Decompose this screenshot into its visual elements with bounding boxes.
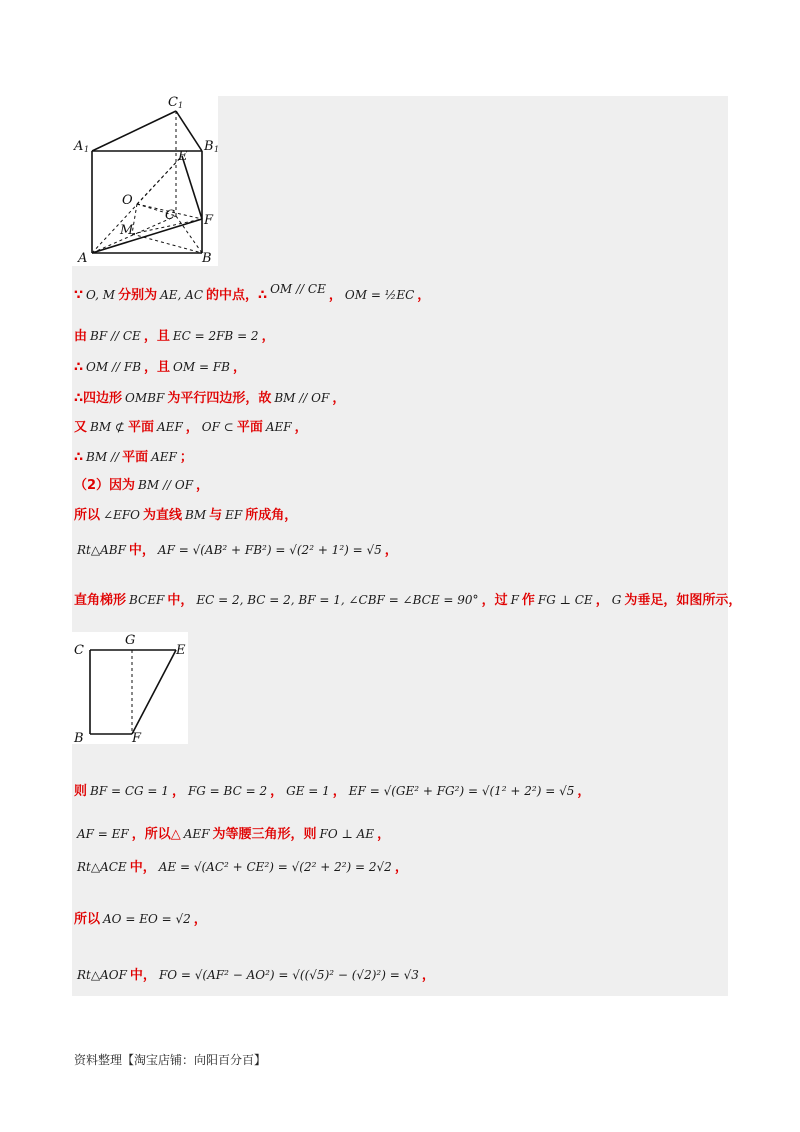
label-C1: C <box>168 95 178 110</box>
text-run: ， <box>193 912 207 927</box>
text-run: ，所以△ <box>131 827 181 842</box>
text-run: ， <box>595 593 609 608</box>
text-run: ， <box>171 784 185 799</box>
math-run: OM // CE <box>270 282 326 296</box>
label-A: A <box>78 251 88 266</box>
solution-line <box>74 910 207 929</box>
text-run: ∴四边形 <box>74 391 123 406</box>
text-run: ， <box>261 329 275 344</box>
label-E: E <box>178 149 188 164</box>
text-run: ， <box>417 288 431 303</box>
math-run: AE, AC <box>160 288 204 302</box>
math-run: OM // FB <box>86 360 142 374</box>
text-run: ， <box>384 543 398 558</box>
math-run: AEF <box>157 420 183 434</box>
math-run: AE = √(AC² + CE²) = √(2² + 2²) = 2√2 <box>158 860 392 874</box>
text-run: ， <box>294 420 308 435</box>
text-run: 与 <box>209 508 223 523</box>
solution-line <box>74 358 246 377</box>
text-run: 中， <box>129 968 156 983</box>
text-run: ， <box>233 360 247 375</box>
solution-line <box>74 825 390 844</box>
math-run: O, M <box>86 288 116 302</box>
math-run: BM ⊄ <box>90 420 125 434</box>
label-A1-sub: 1 <box>84 145 90 154</box>
math-run: OF ⊂ <box>201 420 234 434</box>
solution-line <box>74 858 408 877</box>
label-B: B <box>74 731 84 746</box>
text-run: 的中点，∴ <box>206 288 268 303</box>
text-run: ∴ <box>74 360 84 375</box>
math-run: BM // OF <box>138 478 194 492</box>
text-run: 则 <box>74 784 88 799</box>
math-run: FG = BC = 2 <box>187 784 268 798</box>
text-run: 直角梯形 <box>74 593 127 608</box>
solution-line <box>74 418 308 437</box>
label-C1-sub: 1 <box>178 101 184 110</box>
text-run: 由 <box>74 329 88 344</box>
text-run: 作 <box>521 593 535 608</box>
text-run: 为平行四边形，故 <box>167 391 272 406</box>
solution-line <box>74 282 431 305</box>
solution-line <box>74 782 590 801</box>
text-run: 又 <box>74 420 88 435</box>
label-A1: A <box>74 139 84 154</box>
math-run: EF <box>225 508 243 522</box>
math-run: BF // CE <box>90 329 141 343</box>
text-run: ∴ <box>74 450 84 465</box>
text-run: 平面 <box>236 420 263 435</box>
math-run: GE = 1 <box>286 784 330 798</box>
math-run: EC = 2, BC = 2, BF = 1, ∠CBF = ∠BCE = 90° <box>196 593 479 607</box>
label-C: C <box>165 208 175 223</box>
math-run: BM <box>185 508 207 522</box>
prism-figure <box>72 96 218 266</box>
text-run: ， <box>377 827 391 842</box>
text-run: ， <box>270 784 284 799</box>
text-run: ，且 <box>144 360 171 375</box>
math-run: G <box>611 593 622 607</box>
label-M: M <box>120 223 134 238</box>
label-B: B <box>202 251 212 266</box>
text-run: ， <box>196 478 210 493</box>
solution-line <box>74 541 398 560</box>
math-run: OM = FB <box>173 360 230 374</box>
text-run: 为等腰三角形，则 <box>212 827 317 842</box>
label-O: O <box>122 193 133 208</box>
math-run: BM // OF <box>274 391 330 405</box>
label-B1-sub: 1 <box>214 145 220 154</box>
math-run: FO ⊥ AE <box>319 827 375 841</box>
math-run: AEF <box>183 827 210 841</box>
label-G: G <box>125 633 136 648</box>
text-run: 为垂足，如图所示， <box>624 593 742 608</box>
text-run: 为直线 <box>143 508 183 523</box>
text-run: （2）因为 <box>74 478 136 493</box>
solution-line <box>74 476 209 495</box>
math-run: AEF <box>265 420 292 434</box>
math-run: AF = √(AB² + FB²) = √(2² + 1²) = √5 <box>157 543 382 557</box>
text-run: 平面 <box>122 450 149 465</box>
math-run: Rt△ABF <box>77 543 126 557</box>
label-F: F <box>132 731 142 746</box>
solution-line <box>74 389 345 408</box>
label-F: F <box>204 213 214 228</box>
math-run: ∠EFO <box>103 508 140 522</box>
text-run: 所以 <box>74 912 101 927</box>
text-run: 中， <box>167 593 194 608</box>
math-run: F <box>510 593 519 607</box>
math-run: Rt△AOF <box>77 968 127 982</box>
text-run: 中， <box>129 860 156 875</box>
footer-text: 资料整理【淘宝店铺：向阳百分百】 <box>74 1053 267 1067</box>
math-run: EC = 2FB = 2 <box>172 329 259 343</box>
label-E: E <box>176 643 186 658</box>
math-run: OMBF <box>125 391 165 405</box>
math-run: FO = √(AF² − AO²) = √((√5)² − (√2)²) = √3 <box>158 968 419 982</box>
text-run: ， <box>421 968 435 983</box>
math-run: AEF <box>151 450 177 464</box>
text-run: ，且 <box>143 329 170 344</box>
text-run: ，过 <box>481 593 508 608</box>
solution-line <box>74 966 435 985</box>
text-run: ∵ <box>74 288 84 303</box>
math-run: EF = √(GE² + FG²) = √(1² + 2²) = √5 <box>348 784 575 798</box>
text-run: 所成角， <box>245 508 298 523</box>
solution-line <box>74 591 741 610</box>
math-run: BF = CG = 1 <box>90 784 169 798</box>
solution-line <box>74 448 193 467</box>
label-C: C <box>74 643 84 658</box>
math-run: OM = ½EC <box>344 288 415 302</box>
solution-line <box>74 506 297 525</box>
text-run: ， <box>394 860 408 875</box>
trapezoid-figure <box>72 632 188 744</box>
text-run: 平面 <box>128 420 155 435</box>
math-run: AF = EF <box>77 827 129 841</box>
text-run: ， <box>328 288 342 303</box>
math-run: BCEF <box>129 593 165 607</box>
text-run: 分别为 <box>118 288 158 303</box>
math-run: AO = EO = √2 <box>103 912 191 926</box>
text-run: ， <box>332 784 346 799</box>
label-B1: B <box>204 139 214 154</box>
text-run: ； <box>179 450 193 465</box>
text-run: ， <box>332 391 346 406</box>
solution-line <box>74 327 275 346</box>
math-run: FG ⊥ CE <box>537 593 593 607</box>
math-run: Rt△ACE <box>77 860 127 874</box>
text-run: ， <box>185 420 199 435</box>
math-run: BM // <box>86 450 120 464</box>
text-run: ， <box>577 784 591 799</box>
text-run: 中， <box>128 543 155 558</box>
text-run: 所以 <box>74 508 101 523</box>
